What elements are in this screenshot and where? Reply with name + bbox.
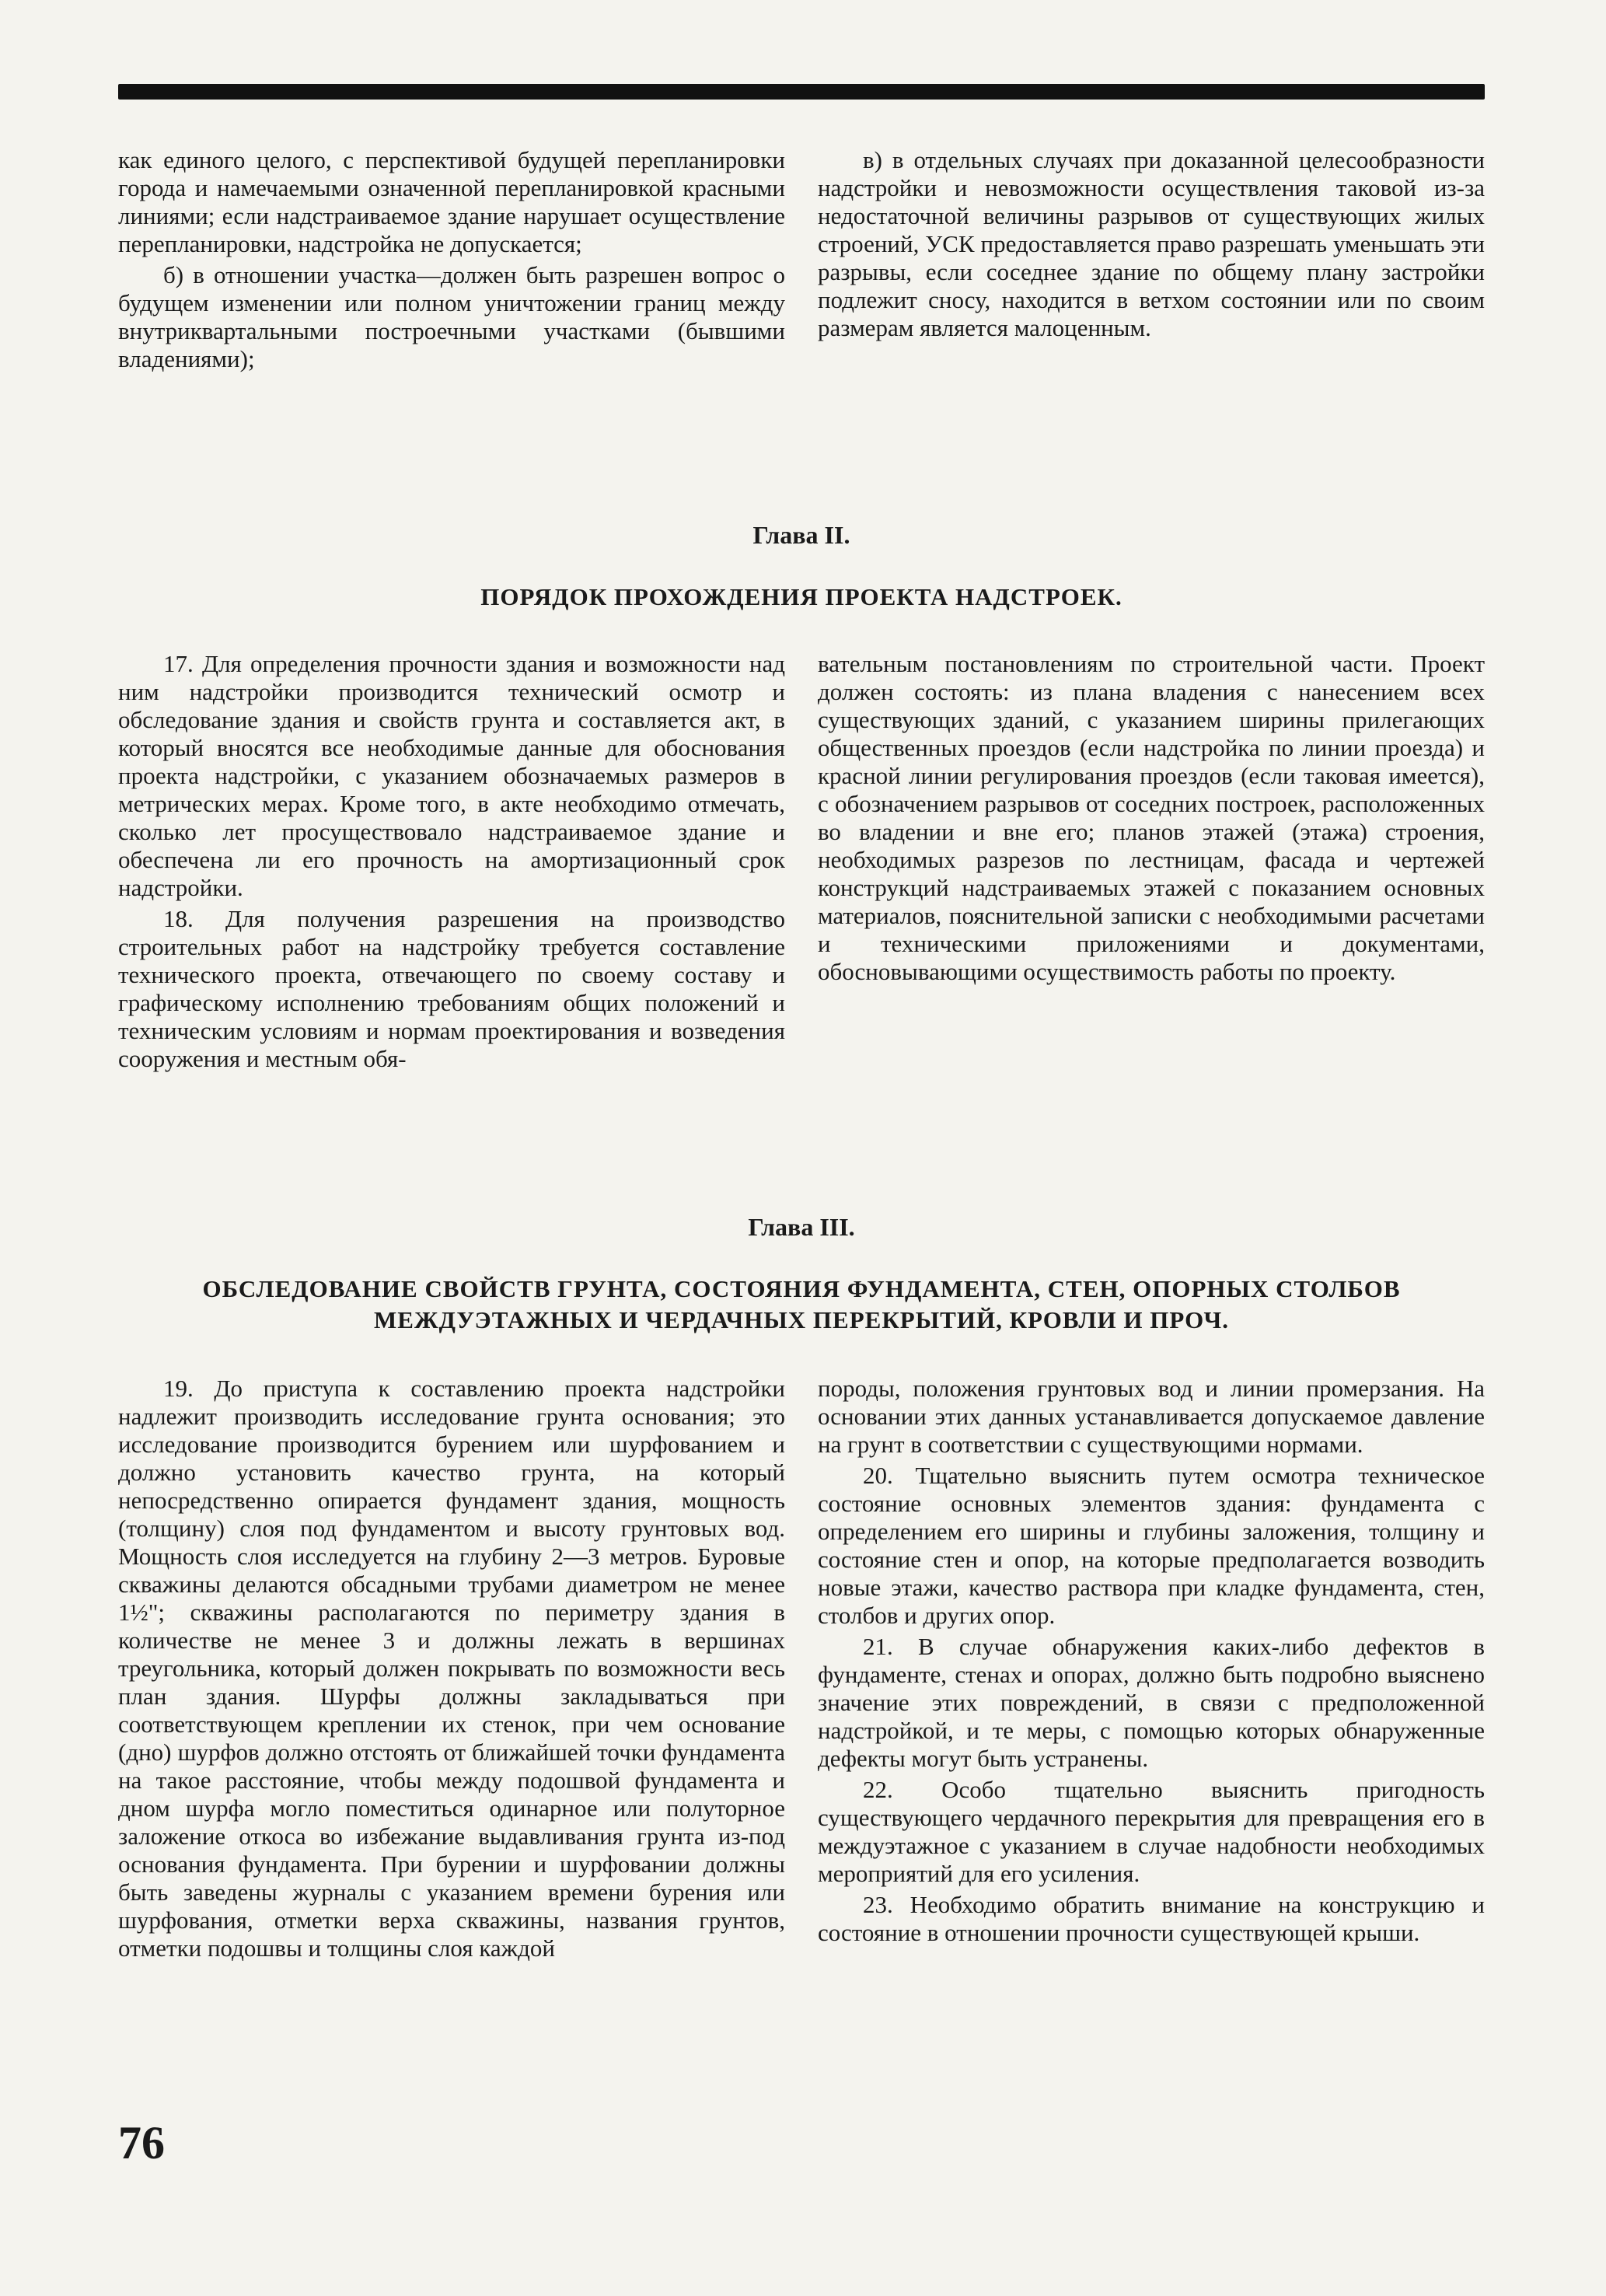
paragraph-19-continued: породы, положения грунтовых вод и линии промерзания. На основании этих данных устанавливается допускаемое давление на грунт в соответствии с существующими нормами. xyxy=(818,1375,1485,1458)
chapter-3-title-line-1: ОБСЛЕДОВАНИЕ СВОЙСТВ ГРУНТА, СОСТОЯНИЯ ФУНДАМЕНТА, СТЕН, ОПОРНЫХ СТОЛБОВ xyxy=(202,1275,1401,1302)
page-number: 76 xyxy=(118,2117,165,2168)
chapter-3-columns xyxy=(118,1375,1485,1962)
chapter-3-left-column xyxy=(118,1375,785,1962)
intro-left-column xyxy=(118,146,785,373)
paragraph: как единого целого, с перспективой будущей перепланировки города и намечаемыми означенной перепланировкой красными линиями; если надстраиваемое здание нарушает осуществление перепланировки, надстройка не допускается; xyxy=(118,146,785,257)
chapter-3-heading: Глава III. xyxy=(748,1213,855,1241)
chapter-2-right-column xyxy=(818,650,1485,1073)
chapter-2-title: ПОРЯДОК ПРОХОЖДЕНИЯ ПРОЕКТА НАДСТРОЕК. xyxy=(480,583,1122,610)
paragraph: в) в отдельных случаях при доказанной целесообразности надстройки и невозможности осуществления таковой из-за недостаточной величины разрывов от существующих жилых строений, УСК предоставляется право разрешать уменьшать эти разрывы, если соседнее здание по общему плану застройки подлежит сносу, находится в ветхом состоянии или по своим размерам является малоценным. xyxy=(818,146,1485,341)
paragraph-22: 22. Особо тщательно выяснить пригодность существующего чердачного перекрытия для превращения его в междуэтажное с указанием в случае надобности необходимых мероприятий для его усиления. xyxy=(818,1776,1485,1887)
paragraph-18: 18. Для получения разрешения на производство строительных работ на надстройку требуется составление технического проекта, отвечающего по своему составу и графическому исполнению требованиям общих положений и техническим условиям и нормам проектирования и возведения сооружения и местным обя- xyxy=(118,905,785,1072)
chapter-2-left-column xyxy=(118,650,785,1073)
chapter-3-title-line-2: МЕЖДУЭТАЖНЫХ И ЧЕРДАЧНЫХ ПЕРЕКРЫТИЙ, КРОВЛИ И ПРОЧ. xyxy=(374,1306,1229,1333)
chapter-3-right-column xyxy=(818,1375,1485,1962)
chapter-3-title xyxy=(118,1274,1485,1336)
chapter-2-columns xyxy=(118,650,1485,1073)
paragraph-18-continued: вательным постановлениям по строительной части. Проект должен состоять: из плана владения с нанесением всех существующих зданий, с указанием ширины прилегающих общественных проездов (если надстройка по линии проезда) и красной линии регулирования проездов (если таковая имеется), с обозначением разрывов от соседних построек, расположенных во владении и вне его; планов этажей (этажа) строения, необходимых разрезов по лестницам, фасада и чертежей конструкций надстраиваемых этажей с показанием основных материалов, пояснительной записки с необходимыми расчетами и техническими приложениями и документами, обосновывающими осуществимость работы по проекту. xyxy=(818,650,1485,985)
top-rule xyxy=(118,84,1485,100)
intro-right-column xyxy=(818,146,1485,373)
paragraph-23: 23. Необходимо обратить внимание на конструкцию и состояние в отношении прочности существующей крыши. xyxy=(818,1891,1485,1946)
paragraph-20: 20. Тщательно выяснить путем осмотра техническое состояние основных элементов здания: фундамента с определением его ширины и глубины заложения, толщину и состояние стен и опор, на которые предполагается возводить новые этажи, качество раствора при кладке фундамента, стен, столбов и других опор. xyxy=(818,1462,1485,1629)
intro-columns xyxy=(118,146,1485,373)
paragraph: б) в отношении участка—должен быть разрешен вопрос о будущем изменении или полном уничтожении границ между внутриквартальными построечными участками (бывшими владениями); xyxy=(118,261,785,372)
paragraph-17: 17. Для определения прочности здания и возможности над ним надстройки производится технический осмотр и обследование здания и свойств грунта и составляется акт, в который вносятся все необходимые данные для обоснования проекта надстройки, с указанием обозначаемых размеров в метрических мерах. Кроме того, в акте необходимо отмечать, сколько лет просуществовало надстраиваемое здание и обеспечена ли его прочность на амортизационный срок надстройки. xyxy=(118,650,785,901)
paragraph-19: 19. До приступа к составлению проекта надстройки надлежит производить исследование грунта основания; это исследование производится бурением или шурфованием и должно установить качество грунта, на который непосредственно опирается фундамент здания, мощность (толщину) слоя под фундаментом и высоту грунтовых вод. Мощность слоя исследуется на глубину 2—3 метров. Буровые скважины делаются обсадными трубами диаметром не менее 1½"; скважины располагаются по периметру здания в количестве не менее 3 и должны лежать в вершинах треугольника, который должен покрывать по возможности весь план здания. Шурфы должны закладываться при соответствующем креплении их стенок, при чем основание (дно) шурфов должно отстоять от ближайшей точки фундамента на такое расстояние, чтобы между подошвой фундамента и дном шурфа могло поместиться одинарное или полуторное заложение откоса во избежание выдавливания грунта из-под основания фундамента. При бурении и шурфовании должны быть заведены журналы с указанием времени бурения или шурфования, отметки верха скважины, названия грунтов, отметки подошвы и толщины слоя каждой xyxy=(118,1375,785,1962)
paragraph-21: 21. В случае обнаружения каких-либо дефектов в фундаменте, стенах и опорах, должно быть подробно выяснено значение этих повреждений, в связи с предположенной надстройкой, и те меры, с помощью которых обнаруженные дефекты могут быть устранены. xyxy=(818,1633,1485,1772)
chapter-2-heading: Глава II. xyxy=(752,521,850,549)
